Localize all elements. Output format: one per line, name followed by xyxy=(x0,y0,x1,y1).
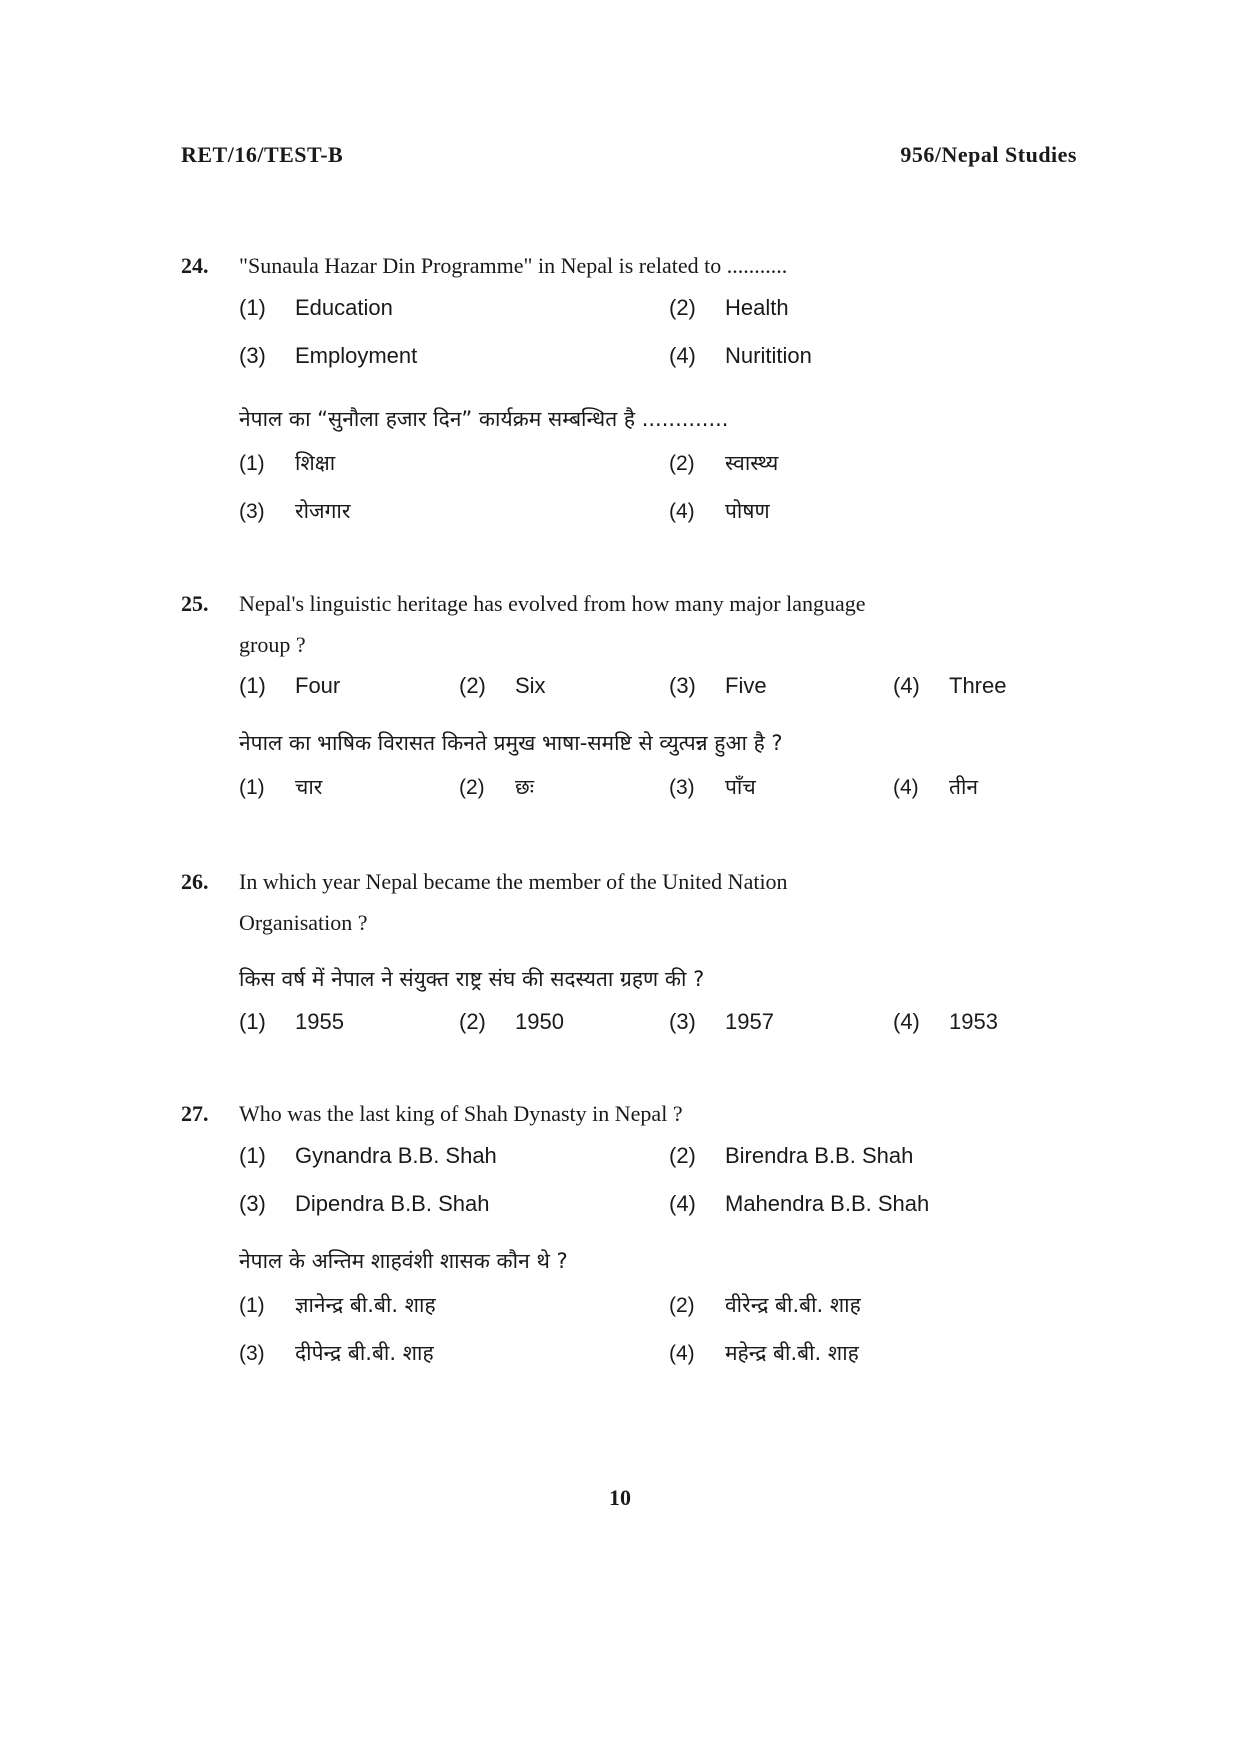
question-text-continued: group ? xyxy=(239,632,306,657)
option-2: (2) 1950 xyxy=(459,1009,564,1034)
options-row xyxy=(181,335,1081,383)
paper-code: RET/16/TEST-B xyxy=(181,142,344,167)
question-number: 24. xyxy=(181,253,209,278)
question-number: 26. xyxy=(181,869,209,894)
question-text: In which year Nepal became the member of the United Nation xyxy=(239,869,788,894)
hindi-options-row xyxy=(181,765,1081,813)
option-4: (4) 1953 xyxy=(893,1009,998,1034)
options-row xyxy=(181,1183,1081,1231)
page-number: 10 xyxy=(609,1485,631,1510)
option-4: (4) Three xyxy=(893,673,1007,698)
option-4: (4) Nuritition xyxy=(669,343,812,368)
hindi-option-2: (2) वीरेन्द्र बी.बी. शाह xyxy=(669,1293,861,1317)
hindi-option-4: (4) पोषण xyxy=(669,499,770,523)
options-row xyxy=(181,1135,1081,1183)
option-1: (1) Education xyxy=(239,295,393,320)
question-stem xyxy=(181,862,1081,903)
question-text: "Sunaula Hazar Din Programme" in Nepal is related to ........... xyxy=(239,253,788,278)
hindi-option-1: (1) शिक्षा xyxy=(239,451,336,475)
hindi-option-4: (4) तीन xyxy=(893,775,979,799)
hindi-option-1: (1) चार xyxy=(239,775,323,799)
question-text: Nepal's linguistic heritage has evolved from how many major language xyxy=(239,591,866,616)
hindi-options-row xyxy=(181,489,1081,537)
option-3: (3) 1957 xyxy=(669,1009,774,1034)
question-number: 25. xyxy=(181,591,209,616)
options-row xyxy=(181,1001,1081,1049)
question-26 xyxy=(181,862,1081,1049)
option-2: (2) Health xyxy=(669,295,789,320)
hindi-options-row xyxy=(181,1283,1081,1331)
hindi-option-3: (3) पाँच xyxy=(669,775,756,799)
question-27 xyxy=(181,1094,1081,1379)
option-3: (3) Employment xyxy=(239,343,418,368)
subject-title: 956/Nepal Studies xyxy=(900,142,1077,167)
option-4: (4) Mahendra B.B. Shah xyxy=(669,1191,930,1216)
option-2: (2) Birendra B.B. Shah xyxy=(669,1143,914,1168)
option-3: (3) Dipendra B.B. Shah xyxy=(239,1191,490,1216)
option-1: (1) Gynandra B.B. Shah xyxy=(239,1143,497,1168)
hindi-options-row xyxy=(181,1331,1081,1379)
question-24 xyxy=(181,246,1081,537)
question-stem xyxy=(181,246,1081,287)
option-3: (3) Five xyxy=(669,673,767,698)
hindi-option-3: (3) रोजगार xyxy=(239,499,351,523)
question-text-continued: Organisation ? xyxy=(239,910,368,935)
hindi-option-1: (1) ज्ञानेन्द्र बी.बी. शाह xyxy=(239,1293,436,1317)
hindi-question-text: किस वर्ष में नेपाल ने संयुक्त राष्ट्र संघ की सदस्यता ग्रहण की ? xyxy=(239,967,705,991)
hindi-question-text: नेपाल का “सुनौला हजार दिन” कार्यक्रम सम्बन्धित है ............. xyxy=(239,407,729,431)
hindi-question-text: नेपाल का भाषिक विरासत किनते प्रमुख भाषा-समष्टि से व्युत्पन्न हुआ है ? xyxy=(239,731,783,755)
hindi-option-2: (2) छः xyxy=(459,775,534,799)
question-stem xyxy=(181,1094,1081,1135)
option-2: (2) Six xyxy=(459,673,546,698)
question-stem xyxy=(181,584,1081,625)
options-row xyxy=(181,665,1081,713)
options-row xyxy=(181,287,1081,335)
question-25 xyxy=(181,584,1081,813)
hindi-question-text: नेपाल के अन्तिम शाहवंशी शासक कौन थे ? xyxy=(239,1249,568,1273)
hindi-options-row xyxy=(181,441,1081,489)
question-number: 27. xyxy=(181,1101,209,1126)
hindi-option-3: (3) दीपेन्द्र बी.बी. शाह xyxy=(239,1341,434,1365)
hindi-option-4: (4) महेन्द्र बी.बी. शाह xyxy=(669,1341,859,1365)
question-text: Who was the last king of Shah Dynasty in Nepal ? xyxy=(239,1101,683,1126)
hindi-option-2: (2) स्वास्थ्य xyxy=(669,451,779,475)
option-1: (1) 1955 xyxy=(239,1009,344,1034)
option-1: (1) Four xyxy=(239,673,341,698)
